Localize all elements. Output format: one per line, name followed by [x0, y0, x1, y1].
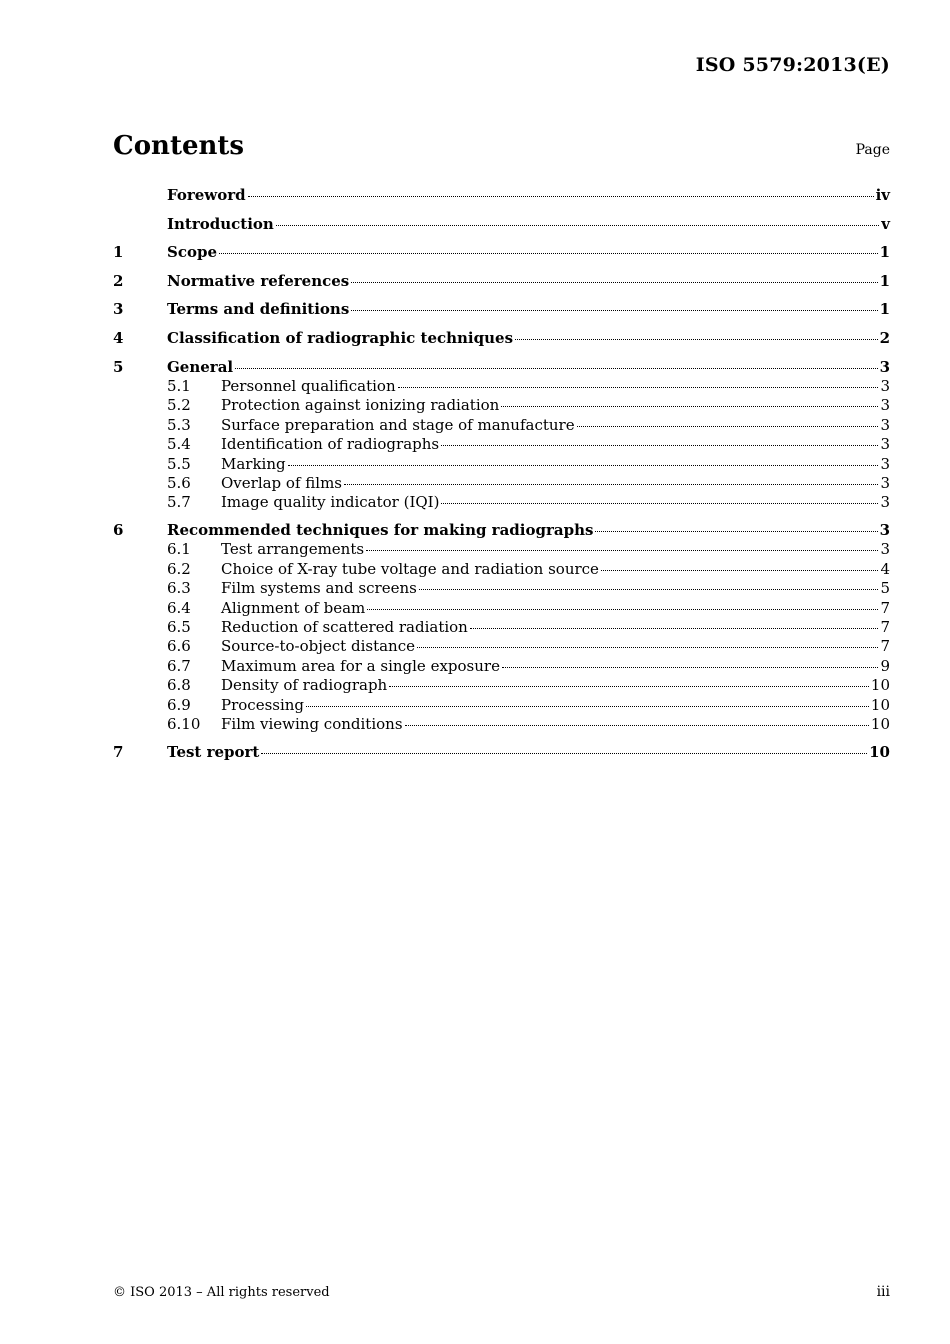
toc-entry-label: Foreword: [167, 186, 246, 204]
toc-entry-page: 7: [880, 618, 890, 637]
toc-entry-page: 10: [870, 715, 890, 733]
toc-entry-page: v: [881, 214, 890, 233]
toc-entry-number: 6: [113, 521, 124, 540]
toc-entry-number: 2: [113, 271, 124, 290]
toc-entry-page: 3: [879, 521, 890, 540]
dot-leader: [441, 445, 878, 446]
dot-leader: [351, 282, 877, 283]
toc-entry-number: 6.6: [167, 637, 191, 656]
toc-entry-number: 6.7: [167, 656, 191, 675]
dot-leader: [601, 570, 879, 571]
toc-entry-label: Film viewing conditions: [221, 715, 403, 733]
toc-entry-label: Terms and definitions: [167, 300, 350, 319]
toc-entry-number: 6.1: [167, 540, 191, 559]
dot-leader: [276, 225, 879, 226]
toc-entry-label: Test report: [167, 742, 260, 761]
toc-entry-page: 3: [879, 357, 890, 376]
toc-entry[interactable]: [113, 618, 890, 637]
dot-leader: [261, 753, 867, 754]
toc-entry[interactable]: [113, 474, 890, 493]
toc-entry-label: General: [167, 357, 234, 376]
toc-entry-number: 5.7: [167, 493, 191, 512]
toc-entry-number: 5.5: [167, 454, 191, 473]
toc-entry-number: 4: [113, 328, 124, 347]
toc-entry-label: Test arrangements: [221, 540, 365, 559]
toc-entry-number: 1: [113, 243, 124, 262]
table-of-contents: [113, 186, 890, 771]
toc-entry[interactable]: [113, 272, 890, 301]
toc-entry-label: Alignment of beam: [221, 598, 366, 617]
toc-entry-number: 6.9: [167, 695, 191, 714]
toc-entry[interactable]: [113, 715, 890, 743]
toc-entry-page: 3: [880, 376, 890, 395]
toc-entry-label: Overlap of films: [221, 473, 343, 492]
toc-entry-label: Scope: [167, 243, 218, 262]
toc-entry-page: 3: [880, 473, 890, 492]
toc-entry-label: Choice of X-ray tube voltage and radiation source: [221, 559, 599, 578]
toc-entry-page: 7: [880, 598, 890, 617]
toc-entry[interactable]: [113, 676, 890, 695]
dot-leader: [306, 706, 869, 707]
toc-entry-label: Film systems and screens: [221, 579, 417, 598]
toc-entry[interactable]: [113, 743, 890, 772]
page-title: Contents: [113, 131, 245, 161]
toc-entry[interactable]: [113, 493, 890, 521]
toc-entry-page: 3: [880, 415, 890, 434]
toc-entry-number: 6.2: [167, 559, 191, 578]
dot-leader: [389, 686, 869, 687]
toc-entry[interactable]: [113, 215, 890, 244]
toc-entry-page: 1: [879, 271, 890, 290]
toc-entry-label: Classification of radiographic techniques: [167, 328, 514, 347]
page-number: iii: [876, 1284, 890, 1300]
toc-entry-number: 6.5: [167, 618, 191, 637]
toc-entry[interactable]: [113, 579, 890, 598]
toc-entry-page: 4: [880, 559, 890, 578]
toc-entry-page: 1: [879, 300, 890, 319]
dot-leader: [351, 310, 877, 311]
dot-leader: [367, 609, 878, 610]
toc-entry[interactable]: [113, 396, 890, 415]
toc-entry[interactable]: [113, 186, 890, 215]
dot-leader: [595, 531, 877, 532]
toc-entry-label: Source-to-object distance: [221, 637, 415, 656]
dot-leader: [502, 667, 879, 668]
toc-entry-number: 6.3: [167, 579, 191, 598]
toc-entry-label: Identification of radiographs: [221, 435, 440, 454]
toc-entry-page: 3: [880, 435, 890, 454]
toc-entry-label: Density of radiograph: [221, 676, 388, 695]
toc-entry-number: 6.10: [167, 715, 201, 733]
toc-entry-page: 7: [880, 637, 890, 656]
toc-entry-page: iv: [875, 186, 890, 204]
toc-entry-label: Maximum area for a single exposure: [221, 656, 500, 675]
toc-entry-number: 7: [113, 742, 124, 761]
toc-entry-page: 3: [880, 540, 890, 559]
toc-entry-number: 5: [113, 357, 124, 376]
dot-leader: [417, 647, 878, 648]
toc-entry-page: 10: [870, 676, 890, 695]
toc-entry-page: 3: [880, 454, 890, 473]
dot-leader: [501, 406, 878, 407]
toc-entry[interactable]: [113, 358, 890, 377]
toc-entry-label: Introduction: [167, 214, 274, 233]
toc-entry-number: 5.4: [167, 435, 191, 454]
toc-entry-label: Processing: [221, 695, 305, 714]
toc-entry-label: Normative references: [167, 271, 350, 290]
toc-entry-label: Reduction of scattered radiation: [221, 618, 468, 637]
toc-entry[interactable]: [113, 540, 890, 559]
toc-entry[interactable]: [113, 521, 890, 540]
toc-entry-page: 10: [869, 742, 890, 761]
toc-entry-label: Surface preparation and stage of manufacture: [221, 415, 575, 434]
dot-leader: [219, 253, 878, 254]
dot-leader: [577, 426, 879, 427]
dot-leader: [470, 628, 879, 629]
toc-entry[interactable]: [113, 435, 890, 454]
toc-entry-page: 1: [879, 243, 890, 262]
dot-leader: [248, 196, 874, 197]
document-id: ISO 5579:2013(E): [695, 54, 890, 76]
page-column-label: Page: [855, 142, 890, 158]
toc-entry[interactable]: [113, 455, 890, 474]
toc-entry-page: 3: [880, 493, 890, 512]
toc-entry[interactable]: [113, 329, 890, 358]
dot-leader: [288, 465, 879, 466]
toc-entry[interactable]: [113, 243, 890, 272]
toc-entry-label: Image quality indicator (IQI): [221, 493, 440, 512]
toc-entry[interactable]: [113, 300, 890, 329]
toc-entry-page: 10: [870, 695, 890, 714]
toc-entry-number: 5.3: [167, 415, 191, 434]
copyright-notice: © ISO 2013 – All rights reserved: [113, 1285, 330, 1300]
toc-entry[interactable]: [113, 696, 890, 715]
toc-entry-page: 9: [880, 656, 890, 675]
toc-entry-number: 5.1: [167, 376, 191, 395]
toc-entry[interactable]: [113, 599, 890, 618]
toc-entry-page: 5: [880, 579, 890, 598]
dot-leader: [366, 550, 878, 551]
toc-entry-number: 5.6: [167, 473, 191, 492]
dot-leader: [344, 484, 878, 485]
toc-entry-label: Recommended techniques for making radiographs: [167, 521, 594, 540]
toc-entry-number: 6.4: [167, 598, 191, 617]
dot-leader: [419, 589, 879, 590]
toc-entry-number: 3: [113, 300, 124, 319]
toc-entry-number: 6.8: [167, 676, 191, 695]
toc-entry-page: 3: [880, 396, 890, 415]
toc-entry[interactable]: [113, 416, 890, 435]
dot-leader: [398, 387, 879, 388]
toc-entry[interactable]: [113, 560, 890, 579]
toc-entry-label: Marking: [221, 454, 286, 473]
toc-entry[interactable]: [113, 637, 890, 656]
toc-entry-label: Protection against ionizing radiation: [221, 396, 500, 415]
dot-leader: [515, 339, 878, 340]
dot-leader: [405, 725, 869, 726]
dot-leader: [235, 368, 877, 369]
dot-leader: [441, 503, 878, 504]
toc-entry[interactable]: [113, 377, 890, 396]
toc-entry-label: Personnel qualification: [221, 376, 396, 395]
toc-entry-page: 2: [879, 328, 890, 347]
toc-entry[interactable]: [113, 657, 890, 676]
toc-entry-number: 5.2: [167, 396, 191, 415]
